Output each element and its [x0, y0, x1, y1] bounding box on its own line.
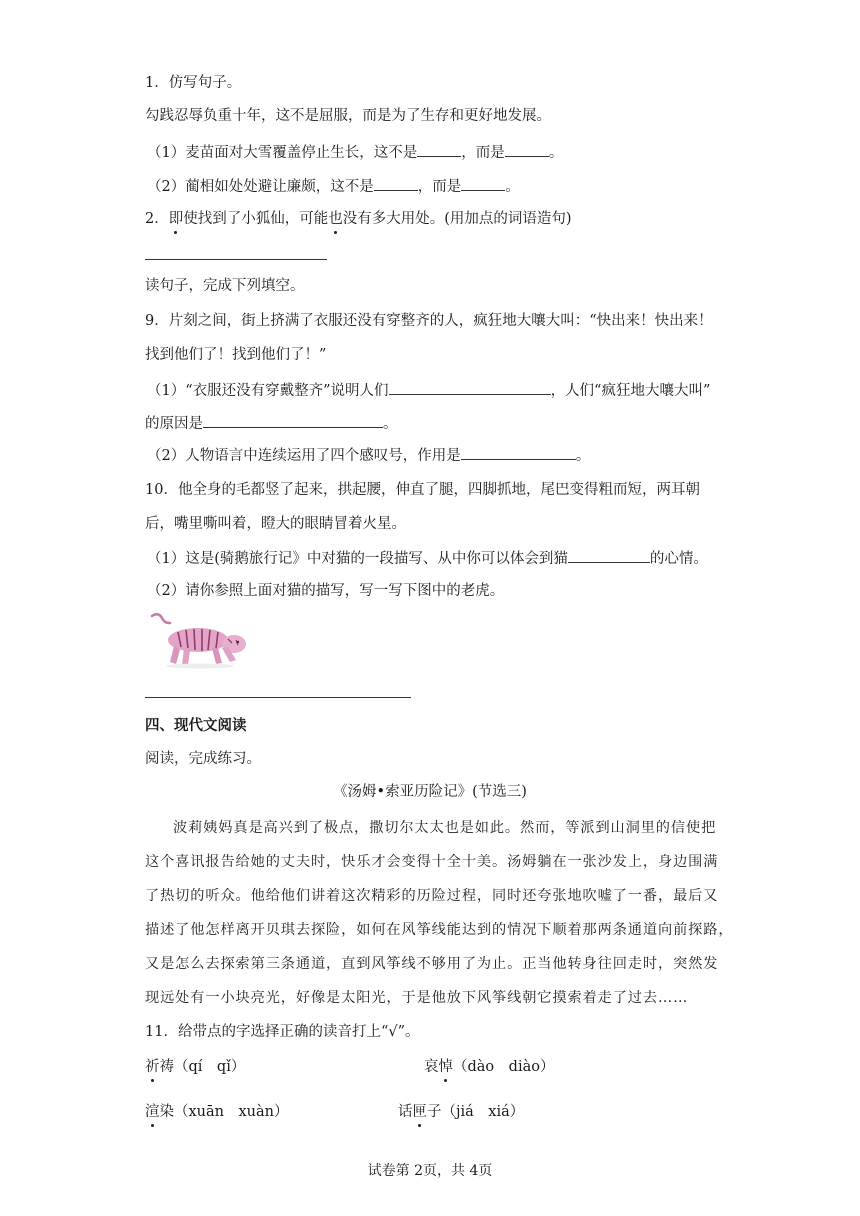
q9-item-2-text-a: （2）人物语言中连续运用了四个感叹号，作用是	[147, 448, 461, 464]
q1-item-1-blank-2[interactable]	[505, 142, 549, 157]
q9-line-2: 找到他们了！找到他们了！”	[145, 347, 327, 363]
q11-item-4	[398, 1102, 524, 1122]
q11-item-1	[145, 1057, 245, 1077]
passage-line-5: 又是怎么去探索第三条通道，直到风筝线不够用了为止。正当他转身往回走时，突然发	[145, 956, 719, 972]
q2-answer-line[interactable]	[145, 259, 327, 260]
q10-item-1-blank[interactable]	[568, 548, 650, 563]
q11-item-4-rest: 匣子	[412, 1104, 442, 1120]
q1-example-sentence: 勾践忍辱负重十年，这不是屈服，而是为了生存和更好地发展。	[145, 108, 551, 124]
q10-item-1	[147, 548, 708, 569]
q2-suffix: 没有多大用处。(用加点的词语造句)	[342, 211, 572, 227]
q9-item-1-line-2	[145, 413, 398, 434]
q1-item-2	[147, 176, 520, 197]
q2-dotted-char-1: 即	[168, 211, 184, 227]
q11-heading: 11．给带点的字选择正确的读音打上“√”。	[145, 1024, 420, 1040]
q2-dotted-char-2: 也	[328, 211, 343, 227]
q11-item-3-pinyin[interactable]: （xuān xuàn）	[174, 1104, 289, 1120]
q9-item-1-blank-2[interactable]	[203, 413, 383, 428]
passage-line-3: 了热切的听众。他给他们讲着这次精彩的历险过程，同时还夸张地吹嘘了一番，最后又	[145, 888, 719, 904]
q1-item-1-text-b: ，而是	[461, 145, 505, 161]
q11-item-4-pinyin[interactable]: （jiá xiá）	[441, 1104, 525, 1120]
q9-item-1-text-b: ，人们“疯狂地大嚷大叫”	[550, 383, 711, 399]
q1-heading: 1．仿写句子。	[145, 75, 242, 91]
q11-item-2-dotted-char: 悼	[438, 1059, 453, 1075]
q2-text	[145, 209, 572, 229]
q10-item-1-text-b: 的心情。	[649, 551, 708, 567]
section-4-instruction: 阅读，完成练习。	[145, 751, 261, 767]
q10-item-1-text-a: （1）这是(骑鹅旅行记》中对猫的一段描写、从中你可以体会到猫	[147, 551, 568, 567]
q9-line-1: 9．片刻之间，街上挤满了衣服还没有穿整齐的人，疯狂地大嚷大叫：“快出来！快出来！	[145, 313, 713, 329]
q11-item-2-char: 哀	[424, 1059, 439, 1075]
q11-item-3	[145, 1102, 289, 1122]
q1-item-1-text-a: （1）麦苗面对大雪覆盖停止生长，这不是	[147, 145, 418, 161]
tiger-image	[150, 610, 252, 670]
q11-item-2-pinyin[interactable]: （dào diào）	[453, 1059, 555, 1075]
q11-item-1-pinyin[interactable]: （qí qǐ）	[174, 1059, 246, 1075]
q9-item-1-line-1	[147, 380, 710, 401]
passage-line-1: 波莉姨妈真是高兴到了极点，撒切尔太太也是如此。然而，等派到山洞里的信使把	[173, 820, 717, 836]
q9-item-1-text-c: 的原因是	[145, 416, 203, 432]
q11-item-3-char: 染	[159, 1104, 174, 1120]
q1-item-2-text-a: （2）蔺相如处处避让廉颇，这不是	[147, 179, 374, 195]
q9-item-1-blank-1[interactable]	[389, 380, 551, 395]
q1-item-1	[147, 142, 563, 163]
q1-item-2-blank-2[interactable]	[461, 176, 505, 191]
q10-line-1: 10．他全身的毛都竖了起来，拱起腰，伸直了腿，四脚抓地，尾巴变得粗而短，两耳朝	[145, 482, 700, 498]
q9-item-1-text-d: 。	[383, 416, 398, 432]
q9-item-2-text-b: 。	[575, 448, 591, 464]
q11-item-2	[424, 1057, 554, 1077]
q10-answer-line[interactable]	[145, 697, 411, 698]
q9-item-2-blank[interactable]	[461, 445, 576, 460]
q2-prefix: 2．	[145, 211, 169, 227]
passage-title: 《汤姆•索亚历险记》(节选三)	[333, 784, 527, 800]
page-footer: 试卷第 2页，共 4页	[367, 1163, 493, 1179]
q2-middle: 使找到了小狐仙，可能	[183, 211, 329, 227]
passage-line-2: 这个喜讯报告给她的丈夫时，快乐才会变得十全十美。汤姆躺在一张沙发上，身边围满	[145, 854, 719, 870]
q1-item-1-text-c: 。	[548, 145, 564, 161]
q10-line-2: 后，嘴里嘶叫着，瞪大的眼睛冒着火星。	[145, 516, 406, 532]
q9-item-2	[147, 445, 590, 466]
q9-item-1-text-a: （1）“衣服还没有穿戴整齐”说明人们	[147, 383, 389, 399]
q1-item-2-text-b: ，而是	[417, 179, 462, 195]
passage-line-6: 现远处有一小块亮光，好像是太阳光，于是他放下风筝线朝它摸索着走了过去……	[145, 990, 689, 1006]
q1-item-2-blank-1[interactable]	[374, 176, 418, 191]
q1-item-2-text-c: 。	[505, 179, 520, 195]
section-4-heading: 四、现代文阅读	[145, 717, 247, 734]
q11-item-1-char: 祷	[159, 1059, 174, 1075]
reading-instruction: 读句子，完成下列填空。	[145, 278, 305, 294]
q11-item-4-char: 话	[398, 1104, 413, 1120]
q1-item-1-blank-1[interactable]	[417, 142, 461, 157]
q11-item-3-dotted-char: 渲	[145, 1104, 160, 1120]
passage-line-4: 描述了他怎样离开贝琪去探险，如何在风筝线能达到的情况下顺着那两条通道向前探路，	[145, 922, 734, 938]
q10-item-2: （2）请你参照上面对猫的描写，写一写下图中的老虎。	[147, 583, 505, 599]
q11-item-1-dotted-char: 祈	[145, 1059, 160, 1075]
q11-item-4-dotted-xia: 匣	[412, 1104, 427, 1120]
